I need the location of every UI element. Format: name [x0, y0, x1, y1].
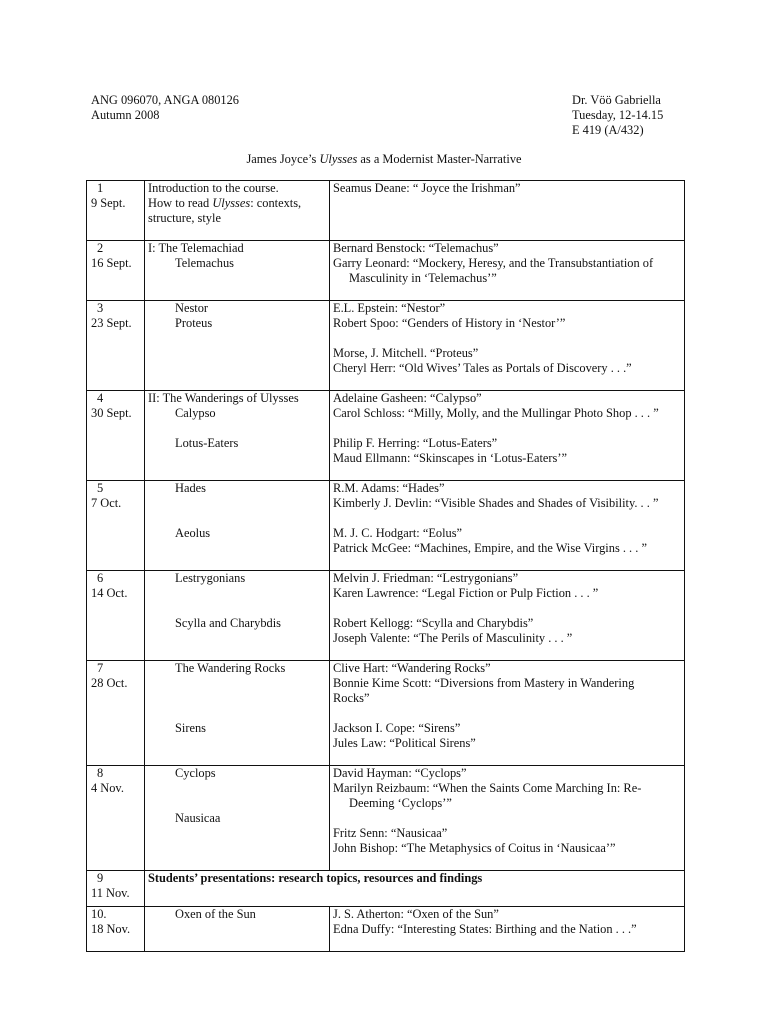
- reading: Morse, J. Mitchell. “Proteus”: [333, 346, 479, 360]
- week-number: 2: [97, 241, 104, 255]
- topic-cell: [145, 661, 330, 766]
- episode: Scylla and Charybdis: [175, 616, 281, 630]
- week-cell: [87, 766, 145, 871]
- reading: Bonnie Kime Scott: “Diversions from Mastery in Wandering: [333, 676, 635, 690]
- week-cell: [87, 181, 145, 241]
- episode: The Wandering Rocks: [175, 661, 286, 675]
- week-cell: [87, 907, 145, 952]
- readings-cell: [330, 241, 685, 301]
- course-info: [91, 93, 239, 123]
- week-number: 10.: [91, 907, 107, 921]
- reading: Bernard Benstock: “Telemachus”: [333, 241, 499, 255]
- reading-continued: Deeming ‘Cyclops’”: [349, 796, 452, 810]
- readings-cell: [330, 571, 685, 661]
- schedule-row: [87, 181, 685, 241]
- readings-cell: [330, 181, 685, 241]
- reading: Jackson I. Cope: “Sirens”: [333, 721, 461, 735]
- topic-cell: [145, 766, 330, 871]
- reading: Carol Schloss: “Milly, Molly, and the Mullingar Photo Shop . . . ”: [333, 406, 659, 420]
- reading-continued: Rocks”: [333, 691, 370, 705]
- reading: Edna Duffy: “Interesting States: Birthing and the Nation . . .”: [333, 922, 637, 936]
- reading: Marilyn Reizbaum: “When the Saints Come Marching In: Re-: [333, 781, 642, 795]
- reading: Melvin J. Friedman: “Lestrygonians”: [333, 571, 519, 585]
- week-cell: [87, 391, 145, 481]
- course-codes: ANG 096070, ANGA 080126: [91, 93, 240, 107]
- episode: Telemachus: [175, 256, 234, 270]
- schedule-row: [87, 571, 685, 661]
- reading: Kimberly J. Devlin: “Visible Shades and Shades of Visibility. . . ”: [333, 496, 659, 510]
- readings-cell: [330, 766, 685, 871]
- section-heading: II: The Wanderings of Ulysses: [148, 391, 299, 405]
- week-number: 9: [97, 871, 104, 885]
- schedule-row: [87, 766, 685, 871]
- reading: Cheryl Herr: “Old Wives’ Tales as Portals of Discovery . . .”: [333, 361, 632, 375]
- topic-cell: [145, 241, 330, 301]
- schedule-row: [87, 907, 685, 952]
- week-date: 11 Nov.: [91, 886, 130, 900]
- schedule-row: [87, 481, 685, 571]
- schedule-row: [87, 301, 685, 391]
- reading: John Bishop: “The Metaphysics of Coitus in ‘Nausicaa’”: [333, 841, 616, 855]
- readings-cell: [330, 481, 685, 571]
- week-date: 18 Nov.: [91, 922, 131, 936]
- episode: Nestor: [175, 301, 209, 315]
- reading: Maud Ellmann: “Skinscapes in ‘Lotus-Eaters’”: [333, 451, 567, 465]
- week-date: 9 Sept.: [91, 196, 126, 210]
- episode: Lestrygonians: [175, 571, 246, 585]
- week-cell: [87, 571, 145, 661]
- reading: Karen Lawrence: “Legal Fiction or Pulp Fiction . . . ”: [333, 586, 599, 600]
- week-date: 7 Oct.: [91, 496, 122, 510]
- episode: Proteus: [175, 316, 213, 330]
- schedule-row: [87, 871, 685, 907]
- reading: R.M. Adams: “Hades”: [333, 481, 445, 495]
- episode: Aeolus: [175, 526, 211, 540]
- reading: Robert Kellogg: “Scylla and Charybdis”: [333, 616, 534, 630]
- schedule-table: [86, 180, 685, 952]
- reading: M. J. C. Hodgart: “Eolus”: [333, 526, 463, 540]
- week-cell: [87, 481, 145, 571]
- reading: Clive Hart: “Wandering Rocks”: [333, 661, 491, 675]
- readings-cell: [330, 391, 685, 481]
- week-cell: [87, 241, 145, 301]
- reading: Garry Leonard: “Mockery, Heresy, and the Transubstantiation of: [333, 256, 654, 270]
- instructor-name: Dr. Vöö Gabriella: [572, 93, 661, 107]
- topic-cell: [145, 481, 330, 571]
- document-title: [0, 152, 768, 167]
- week-cell: [87, 871, 145, 907]
- week-number: 5: [97, 481, 104, 495]
- reading-continued: Masculinity in ‘Telemachus’”: [349, 271, 497, 285]
- reading: Fritz Senn: “Nausicaa”: [333, 826, 448, 840]
- topic-cell: [145, 571, 330, 661]
- episode: Oxen of the Sun: [175, 907, 256, 921]
- presentations-note: Students’ presentations: research topics, resources and findings: [145, 871, 685, 907]
- readings-cell: [330, 301, 685, 391]
- topic-cell: [145, 907, 330, 952]
- reading: Jules Law: “Political Sirens”: [333, 736, 476, 750]
- title-prefix: James Joyce’s: [246, 152, 320, 166]
- reading: Seamus Deane: “ Joyce the Irishman”: [333, 181, 521, 195]
- week-number: 7: [97, 661, 104, 675]
- topic-cell: [145, 301, 330, 391]
- topic-cell: [145, 391, 330, 481]
- reading: E.L. Epstein: “Nestor”: [333, 301, 446, 315]
- class-room: E 419 (A/432): [572, 123, 644, 137]
- week-date: 28 Oct.: [91, 676, 128, 690]
- title-italic: Ulysses: [319, 152, 358, 166]
- reading: David Hayman: “Cyclops”: [333, 766, 467, 780]
- week-cell: [87, 661, 145, 766]
- week-number: 1: [97, 181, 104, 195]
- episode: Hades: [175, 481, 206, 495]
- reading: Patrick McGee: “Machines, Empire, and the Wise Virgins . . . ”: [333, 541, 647, 555]
- schedule-row: [87, 391, 685, 481]
- week-number: 6: [97, 571, 104, 585]
- episode: Calypso: [175, 406, 216, 420]
- week-date: 30 Sept.: [91, 406, 132, 420]
- episode: Lotus-Eaters: [175, 436, 239, 450]
- topic-text: : contexts,: [250, 196, 302, 210]
- topic-line: structure, style: [148, 211, 221, 225]
- reading: J. S. Atherton: “Oxen of the Sun”: [333, 907, 499, 921]
- instructor-info: [572, 93, 663, 138]
- week-cell: [87, 301, 145, 391]
- reading: Joseph Valente: “The Perils of Masculinity . . . ”: [333, 631, 573, 645]
- reading: Robert Spoo: “Genders of History in ‘Nestor’”: [333, 316, 566, 330]
- course-term: Autumn 2008: [91, 108, 160, 122]
- schedule-row: [87, 661, 685, 766]
- reading: Philip F. Herring: “Lotus-Eaters”: [333, 436, 498, 450]
- topic-cell: [145, 181, 330, 241]
- section-heading: I: The Telemachiad: [148, 241, 244, 255]
- episode: Sirens: [175, 721, 206, 735]
- readings-cell: [330, 661, 685, 766]
- topic-line: Introduction to the course.: [148, 181, 279, 195]
- week-date: 23 Sept.: [91, 316, 132, 330]
- week-date: 16 Sept.: [91, 256, 132, 270]
- week-number: 8: [97, 766, 104, 780]
- episode: Cyclops: [175, 766, 216, 780]
- class-time: Tuesday, 12-14.15: [572, 108, 664, 122]
- topic-line: [148, 196, 326, 211]
- readings-cell: [330, 907, 685, 952]
- topic-text: How to read: [148, 196, 213, 210]
- title-suffix: as a Modernist Master-Narrative: [357, 152, 522, 166]
- schedule-row: [87, 241, 685, 301]
- week-number: 3: [97, 301, 104, 315]
- reading: Adelaine Gasheen: “Calypso”: [333, 391, 482, 405]
- topic-italic: Ulysses: [212, 196, 251, 210]
- week-number: 4: [97, 391, 104, 405]
- week-date: 14 Oct.: [91, 586, 128, 600]
- episode: Nausicaa: [175, 811, 221, 825]
- week-date: 4 Nov.: [91, 781, 124, 795]
